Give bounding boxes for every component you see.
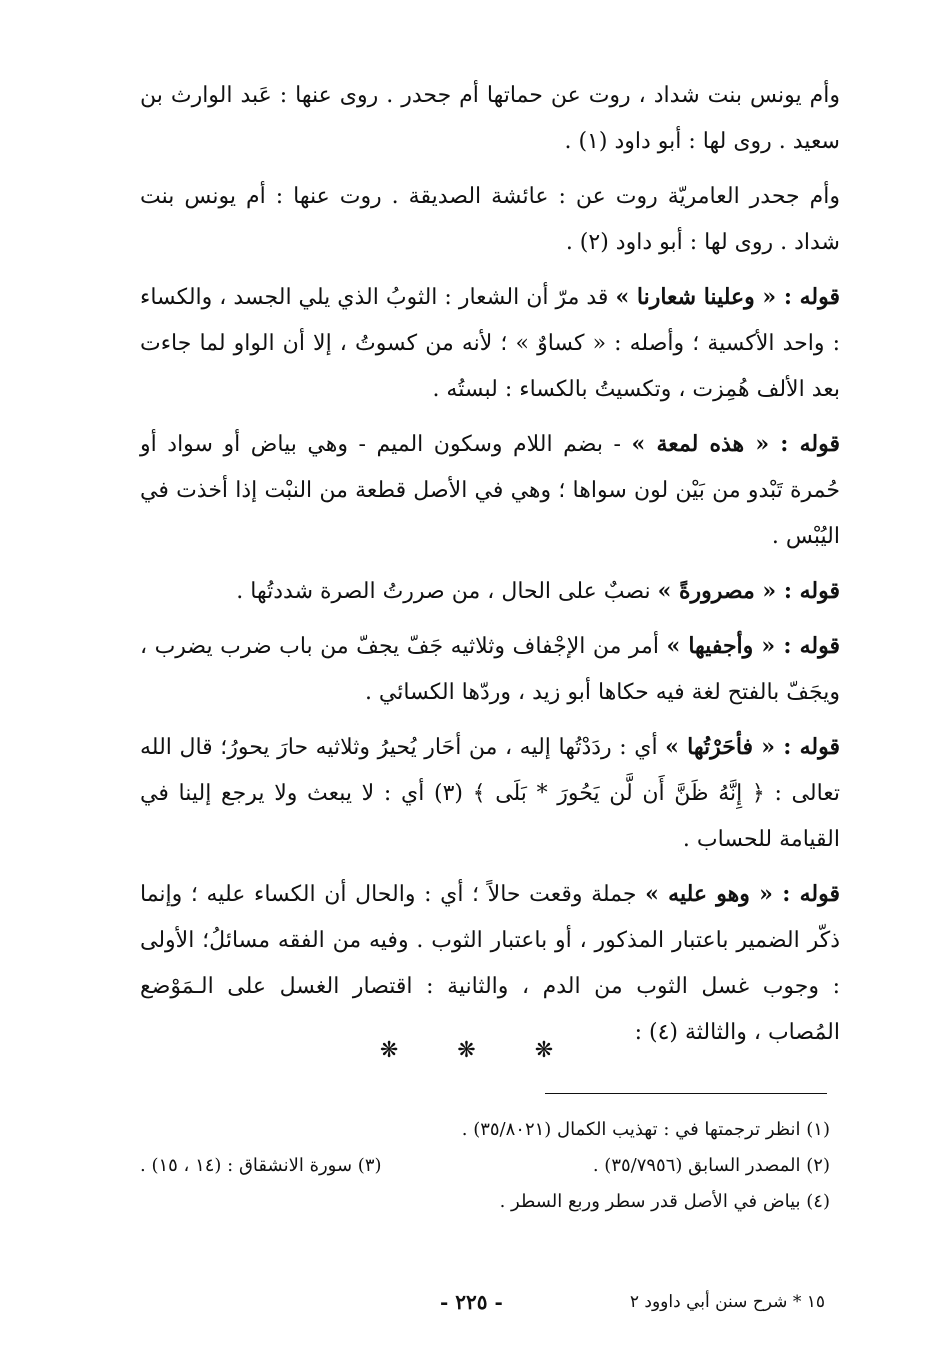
lead-term: قوله : « فأحَرْتُها » (665, 734, 841, 760)
footnote-2: (٢) المصدر السابق (٣٥/٧٩٥٦) . (592, 1155, 830, 1176)
separator-star: ❋ (457, 1038, 476, 1063)
paragraph-6 (140, 623, 840, 716)
lead-term: قوله : « مصرورةً » (657, 578, 840, 604)
page-number: - ٢٢٥ - (440, 1290, 503, 1314)
paragraph-7 (140, 724, 840, 863)
paragraph-1 (140, 72, 840, 165)
footnote-1: (١) انظر ترجمتها في : تهذيب الكمال (٣٥/٨٠٢١) . (461, 1119, 830, 1140)
lead-term: قوله : « وأجفيها » (666, 633, 840, 659)
separator-star: ❋ (379, 1038, 399, 1063)
paragraph-text: أمر من الإجْفاف وثلاثيه جَفّ يجفّ من باب ضرب يضرب ، ويجَفّ بالفتح لغة فيه حكاها أبو زيد ، وردّها الكسائي . (140, 634, 840, 705)
lead-term: قوله : « وعلينا شعارنا » (615, 284, 840, 310)
paragraph-text: قد مرّ أن الشعار : الثوبُ الذي يلي الجسد ، والكساء : واحد الأكسية ؛ وأصله : « كساوٌ » ؛ لأنه من كسوتُ ، إلا أن الواو لما جاءت بعد الألف هُمِزت ، وتكسيتُ بالكساء : لبستُه . (140, 285, 840, 402)
footnote-4: (٤) بياض في الأصل قدر سطر وربع السطر . (499, 1191, 830, 1212)
section-separator (0, 1038, 933, 1063)
paragraph-text: وأم يونس بنت شداد ، روت عن حماتها أم جحدر . روى عنها : عَبد الوارث بن سعيد . روى لها : أبو داود (١) . (140, 83, 840, 154)
main-text (140, 72, 840, 1064)
paragraph-text: أي : ردَدْتُها إليه ، من أحَار يُحيرُ وثلاثيه حارَ يحورُ؛ قال الله تعالى : ﴿ إِنَّهُ ظَنَّ أَن لَّن يَحُورَ * بَلَى ﴾ (٣) أي : لا يبعث ولا يرجع إلينا في القيامة للحساب . (140, 735, 841, 852)
lead-term: قوله : « وهو عليه » (645, 881, 840, 907)
separator-star: ❋ (534, 1038, 554, 1063)
footnotes (140, 1112, 830, 1220)
paragraph-text: - بضم اللام وسكون الميم - وهي بياض أو سواد أو حُمرة تَبْدو من بَيْن لون سواها ؛ وهي في الأصل قطعة من النبْت إذا أخذت في اليُبْس . (140, 432, 840, 549)
page-footer (0, 1290, 933, 1330)
lead-term: قوله : « هذه لمعة » (631, 431, 841, 457)
footnote-3: (٣) سورة الانشقاق : (١٤ ، ١٥) . (140, 1155, 382, 1176)
paragraph-2 (140, 173, 840, 266)
footnote-row (140, 1148, 830, 1184)
paragraph-8 (140, 871, 840, 1056)
footnote-rule (545, 1093, 827, 1094)
paragraph-text: وأم جحدر العامريّة روت عن : عائشة الصديقة . روت عنها : أم يونس بنت شداد . روى لها : أبو داود (٢) . (140, 184, 840, 255)
paragraph-4 (140, 421, 840, 560)
paragraph-text: جملة وقعت حالاً ؛ أي : والحال أن الكساء عليه ؛ وإنما ذكّر الضمير باعتبار المذكور ، أو باعتبار الثوب . وفيه من الفقه مسائلُ؛ الأولى : وجوب غسل الثوب من الدم ، والثانية : اقتصار الغسل على الـمَوْضع المُصاب ، والثالثة (٤) : (140, 882, 840, 1045)
paragraph-5 (140, 568, 840, 615)
paragraph-text: نصبٌ على الحال ، من صررتُ الصرة شددتُها . (236, 579, 658, 604)
series-note: ١٥ * شرح سنن أبي داوود ٢ (629, 1292, 825, 1312)
paragraph-3 (140, 274, 840, 413)
